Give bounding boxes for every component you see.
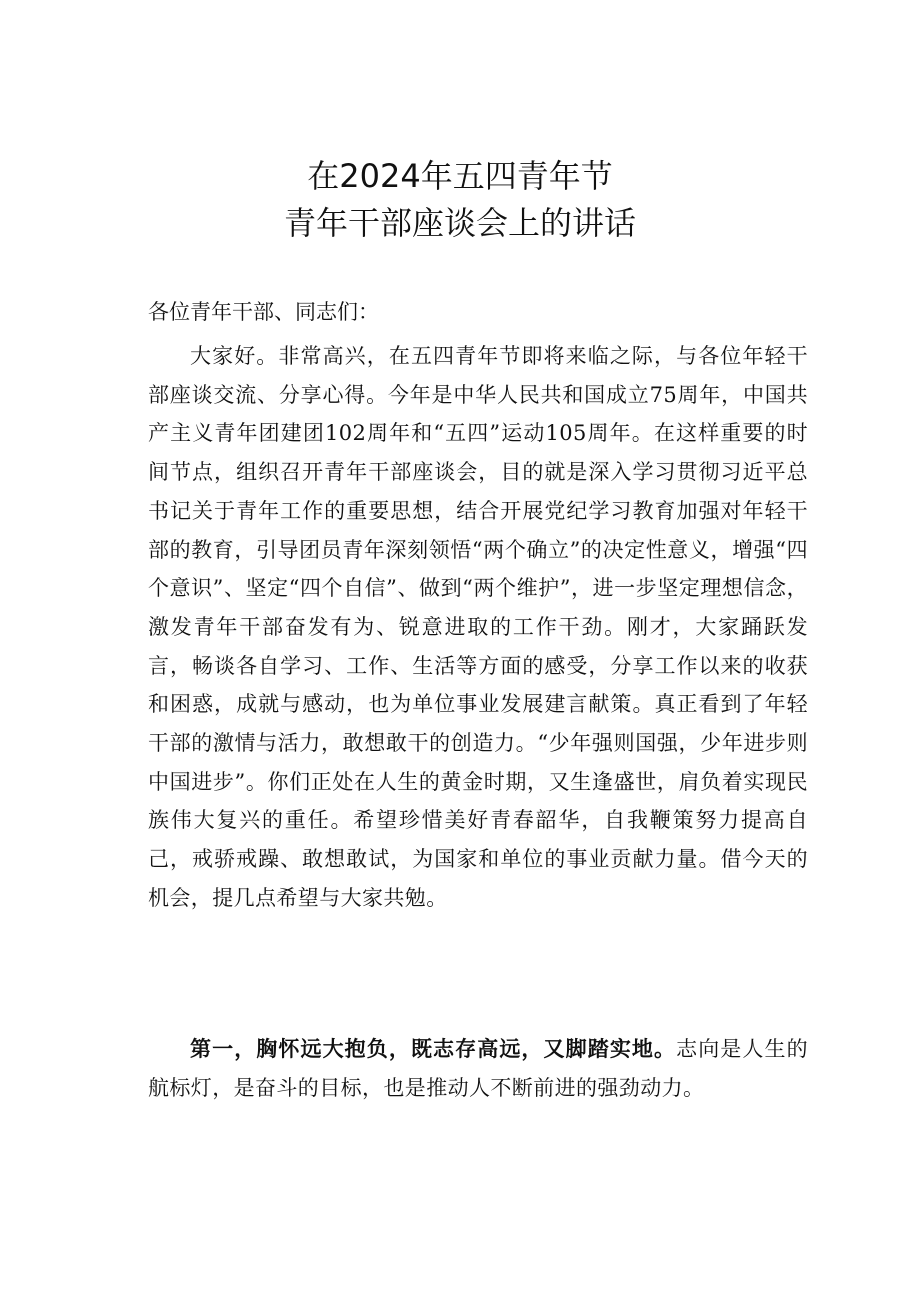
paragraph-lead-sentence: 第一，胸怀远大抱负，既志存高远，又脚踏实地。 [190, 1036, 677, 1061]
title-line-1: 在2024年五四青年节 [307, 157, 613, 195]
title-line-2: 青年干部座谈会上的讲话 [283, 204, 636, 242]
salutation: 各位青年干部、同志们： [148, 300, 379, 324]
paragraph-opening: 大家好。非常高兴，在五四青年节即将来临之际，与各位年轻干部座谈交流、分享心得。今年是中华人民共和国成立75周年，中国共产主义青年团建团102周年和“五四”运动105周年。在这样重要的时间节点，组织召开青年干部座谈会，目的就是深入学习贯彻习近平总书记关于青年工作的重要思想，结合开展党纪学习教育加强对年轻干部的教育，引导团员青年深刻领悟“两个确立”的决定性意义，增强“四个意识”、坚定“四个自信”、做到“两个维护”，进一步坚定理想信念，激发青年干部奋发有为、锐意进取的工作干劲。刚才，大家踊跃发言，畅谈各自学习、工作、生活等方面的感受，分享工作以来的收获和困惑，成就与感动，也为单位事业发展建言献策。真正看到了年轻干部的激情与活力，敢想敢干的创造力。“少年强则国强，少年进步则中国进步”。你们正处在人生的黄金时期，又生逢盛世，肩负着实现民族伟大复兴的重任。希望珍惜美好青春韶华，自我鞭策努力提高自己，戒骄戒躁、敢想敢试，为国家和单位的事业贡献力量。借今天的机会，提几点希望与大家共勉。 [148, 344, 808, 910]
paragraph-rest-text: 志向是人生的航标灯，是奋斗的目标，也是推动人不断前进的强劲动力。 [148, 1037, 808, 1100]
paragraph-first-point [148, 1030, 808, 1107]
